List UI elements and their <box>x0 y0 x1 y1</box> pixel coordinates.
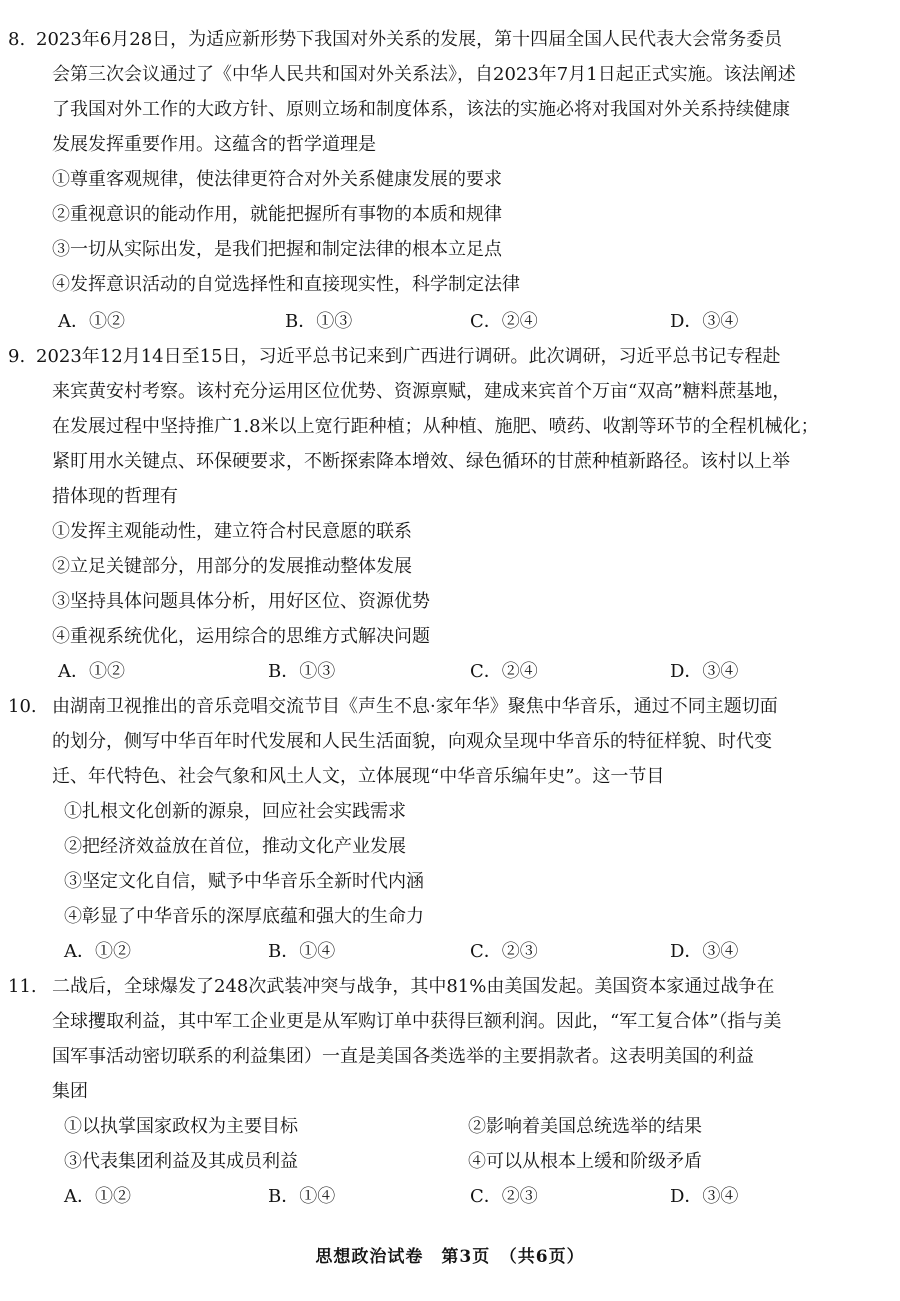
statement: ②把经济效益放在首位，推动文化产业发展 <box>64 836 406 857</box>
statement: ③坚持具体问题具体分析，用好区位、资源优势 <box>52 591 430 612</box>
answer-choice-b: B．①④ <box>268 941 336 962</box>
stem-line: 集团 <box>52 1081 88 1102</box>
answer-choice-d: D．③④ <box>670 1186 739 1207</box>
statement: ①以执掌国家政权为主要目标 <box>64 1116 298 1137</box>
statement: ④可以从根本上缓和阶级矛盾 <box>468 1151 702 1172</box>
answer-choice-d: D．③④ <box>670 661 739 682</box>
stem-line: 紧盯用水关键点、环保硬要求，不断探索降本增效、绿色循环的甘蔗种植新路径。该村以上举 <box>52 451 790 472</box>
stem-line: 由湖南卫视推出的音乐竞唱交流节目《声生不息·家年华》聚焦中华音乐，通过不同主题切面 <box>52 696 778 717</box>
answer-choice-d: D．③④ <box>670 311 739 332</box>
statement: ①尊重客观规律，使法律更符合对外关系健康发展的要求 <box>52 169 502 190</box>
question-number: 11. <box>8 976 37 997</box>
statement: ④发挥意识活动的自觉选择性和直接现实性，科学制定法律 <box>52 274 520 295</box>
stem-line: 发展发挥重要作用。这蕴含的哲学道理是 <box>52 134 376 155</box>
answer-choice-c: C．②③ <box>470 941 538 962</box>
stem-line: 措体现的哲理有 <box>52 486 178 507</box>
answer-choice-a: A．①② <box>64 1186 131 1207</box>
statement: ②立足关键部分，用部分的发展推动整体发展 <box>52 556 412 577</box>
stem-line: 来宾黄安村考察。该村充分运用区位优势、资源禀赋，建成来宾首个万亩“双高”糖料蔗基地， <box>52 381 791 402</box>
statement: ②影响着美国总统选举的结果 <box>468 1116 702 1137</box>
answer-choice-d: D．③④ <box>670 941 739 962</box>
stem-line: 2023年12月14日至15日，习近平总书记来到广西进行调研。此次调研，习近平总书记专程赴 <box>36 346 781 367</box>
stem-line: 会第三次会议通过了《中华人民共和国对外关系法》，自2023年7月1日起正式实施。该法阐述 <box>52 64 796 85</box>
stem-line: 了我国对外工作的大政方针、原则立场和制度体系，该法的实施必将对我国对外关系持续健康 <box>52 99 790 120</box>
answer-choice-c: C．②③ <box>470 1186 538 1207</box>
statement: ③代表集团利益及其成员利益 <box>64 1151 298 1172</box>
answer-choice-b: B．①④ <box>268 1186 336 1207</box>
statement: ④彰显了中华音乐的深厚底蕴和强大的生命力 <box>64 906 424 927</box>
page-footer: 思想政治试卷 第3页 （共6页） <box>315 1247 585 1267</box>
answer-choice-a: A．①② <box>58 661 125 682</box>
statement: ①发挥主观能动性，建立符合村民意愿的联系 <box>52 521 412 542</box>
stem-line: 在发展过程中坚持推广1.8米以上宽行距种植；从种植、施肥、喷药、收割等环节的全程机械化； <box>52 416 819 437</box>
answer-choice-a: A．①② <box>58 311 125 332</box>
stem-line: 迁、年代特色、社会气象和风土人文，立体展现“中华音乐编年史”。这一节目 <box>52 766 665 787</box>
question-number: 8. <box>8 29 26 50</box>
stem-line: 国军事活动密切联系的利益集团）一直是美国各类选举的主要捐款者。这表明美国的利益 <box>52 1046 754 1067</box>
statement: ③坚定文化自信，赋予中华音乐全新时代内涵 <box>64 871 424 892</box>
stem-line: 2023年6月28日，为适应新形势下我国对外关系的发展，第十四届全国人民代表大会常务委员 <box>36 29 783 50</box>
statement: ④重视系统优化，运用综合的思维方式解决问题 <box>52 626 430 647</box>
stem-line: 的划分，侧写中华百年时代发展和人民生活面貌，向观众呈现中华音乐的特征样貌、时代变 <box>52 731 772 752</box>
stem-line: 全球攫取利益，其中军工企业更是从军购订单中获得巨额利润。因此，“军工复合体”（指与美 <box>52 1011 782 1032</box>
answer-choice-b: B．①③ <box>285 311 353 332</box>
answer-choice-a: A．①② <box>64 941 131 962</box>
statement: ③一切从实际出发，是我们把握和制定法律的根本立足点 <box>52 239 502 260</box>
statement: ②重视意识的能动作用，就能把握所有事物的本质和规律 <box>52 204 502 225</box>
answer-choice-c: C．②④ <box>470 311 538 332</box>
answer-choice-c: C．②④ <box>470 661 538 682</box>
stem-line: 二战后，全球爆发了248次武装冲突与战争，其中81%由美国发起。美国资本家通过战争在 <box>52 976 775 997</box>
answer-choice-b: B．①③ <box>268 661 336 682</box>
statement: ①扎根文化创新的源泉，回应社会实践需求 <box>64 801 406 822</box>
question-number: 10. <box>8 696 37 717</box>
question-number: 9. <box>8 346 26 367</box>
